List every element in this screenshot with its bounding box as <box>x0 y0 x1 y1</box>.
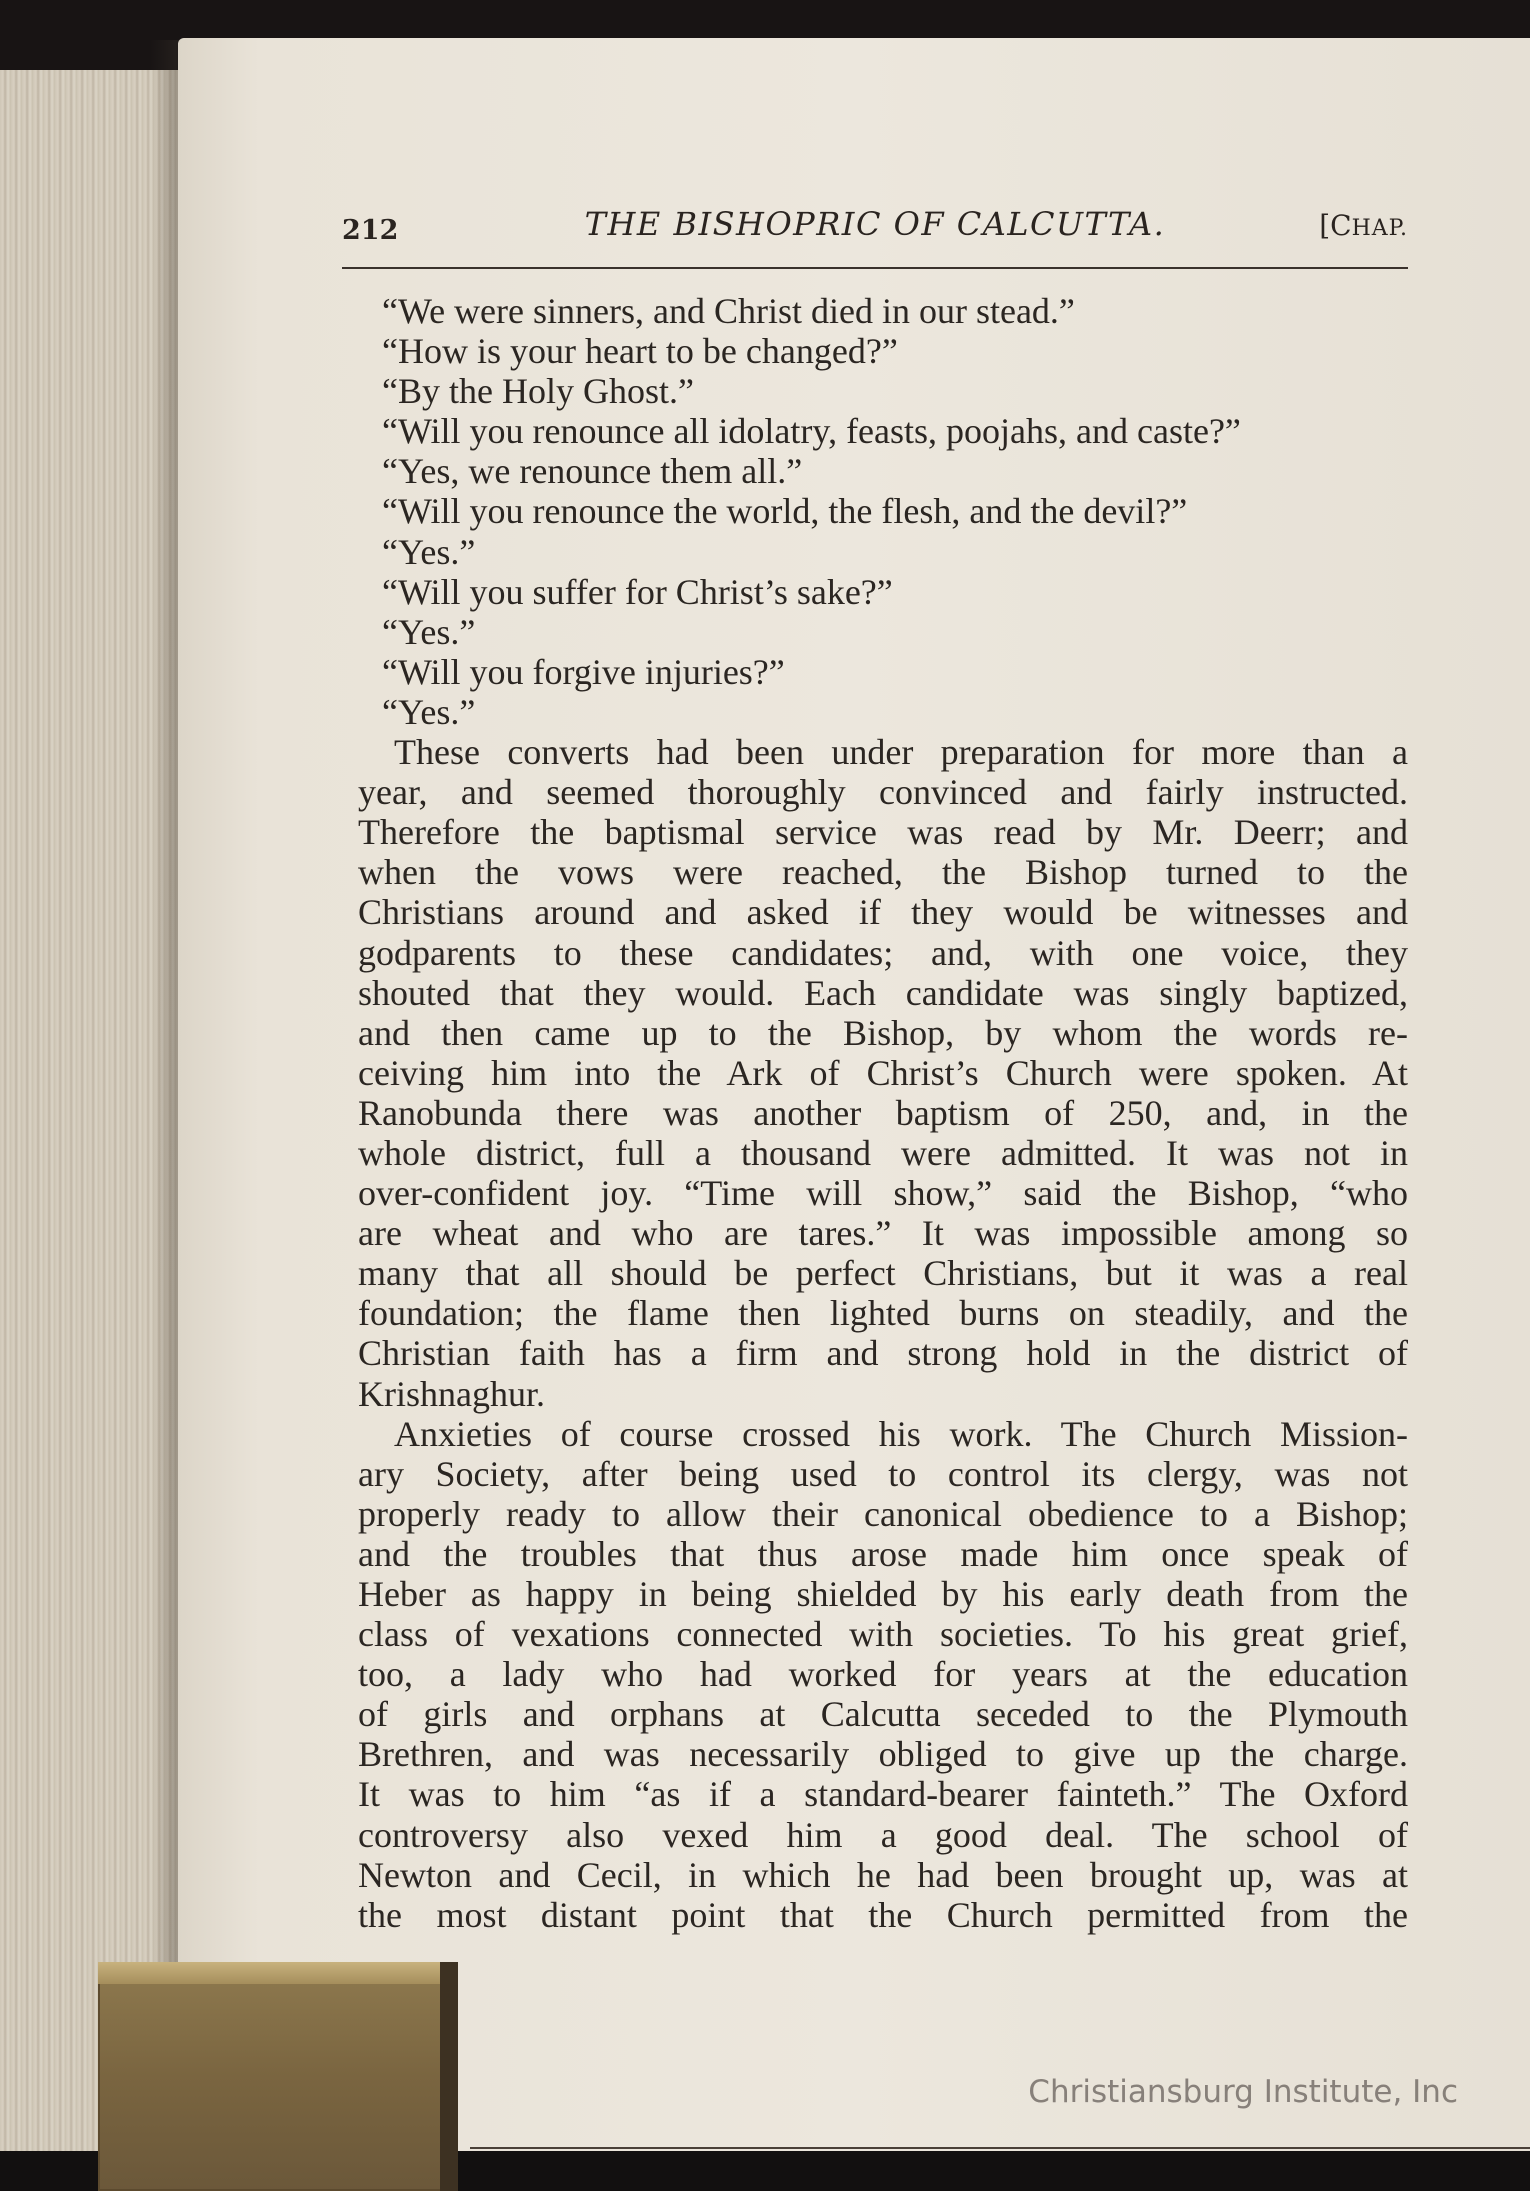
dialogue-line: “Will you forgive injuries?” <box>382 651 785 692</box>
page-header-title: THE BISHOPRIC OF CALCUTTA. <box>584 205 1166 243</box>
text-line: Brethren, and was necessarily obliged to give up the charge. <box>358 1734 1408 1775</box>
text-line: shouted that they would. Each candidate was singly baptized, <box>358 972 1408 1013</box>
bookmark-block <box>98 1962 458 2191</box>
dialogue-line: “Yes, we renounce them all.” <box>382 451 803 492</box>
dialogue-line: “Will you renounce all idolatry, feasts, poojahs, and caste?” <box>382 411 1241 452</box>
text-line: of girls and orphans at Calcutta seceded to the Plymouth <box>358 1694 1408 1735</box>
page-bottom-edge <box>470 2147 1530 2149</box>
running-head <box>342 205 1408 255</box>
dialogue-line: “Yes.” <box>382 691 476 732</box>
text-line: year, and seemed thoroughly convinced and fairly instructed. <box>358 772 1408 813</box>
dialogue-line: “How is your heart to be changed?” <box>382 331 898 372</box>
dialogue-line: “By the Holy Ghost.” <box>382 371 694 412</box>
text-line: many that all should be perfect Christians, but it was a real <box>358 1253 1408 1294</box>
text-line: foundation; the flame then lighted burns on steadily, and the <box>358 1293 1408 1334</box>
page-number: 212 <box>342 215 399 246</box>
text-line: over-confident joy. “Time will show,” said the Bishop, “who <box>358 1173 1408 1214</box>
text-line: It was to him “as if a standard-bearer fainteth.” The Oxford <box>358 1774 1408 1815</box>
header-rule <box>342 267 1408 269</box>
text-line: Therefore the baptismal service was read by Mr. Deerr; and <box>358 812 1408 853</box>
text-line: Christians around and asked if they would be witnesses and <box>358 892 1408 933</box>
text-line: Krishnaghur. <box>358 1373 545 1414</box>
text-line: when the vows were reached, the Bishop turned to the <box>358 852 1408 893</box>
text-line: class of vexations connected with societies. To his great grief, <box>358 1614 1408 1655</box>
dialogue-line: “Will you suffer for Christ’s sake?” <box>382 571 893 612</box>
text-line: ceiving him into the Ark of Christ’s Church were spoken. At <box>358 1052 1408 1093</box>
paragraph-anxieties <box>358 1414 1408 1935</box>
text-line: godparents to these candidates; and, with one voice, they <box>358 932 1408 973</box>
text-line: Newton and Cecil, in which he had been brought up, was at <box>358 1854 1408 1895</box>
dialogue-line: “Yes.” <box>382 531 476 572</box>
text-line: These converts had been under preparation for more than a <box>394 732 1408 773</box>
text-line: properly ready to allow their canonical obedience to a Bishop; <box>358 1493 1408 1534</box>
text-line: whole district, full a thousand were admitted. It was not in <box>358 1132 1408 1173</box>
body-text <box>358 291 1408 1935</box>
bookmark-edge <box>440 1962 458 2191</box>
dialogue-line: “Will you renounce the world, the flesh, and the devil?” <box>382 491 1188 532</box>
text-line: Heber as happy in being shielded by his early death from the <box>358 1574 1408 1614</box>
text-line: Ranobunda there was another baptism of 250, and, in the <box>358 1092 1408 1133</box>
text-line: too, a lady who had worked for years at the education <box>358 1654 1408 1695</box>
text-line: the most distant point that the Church permitted from the <box>358 1894 1408 1935</box>
text-line: Anxieties of course crossed his work. The Church Mission- <box>394 1413 1408 1454</box>
text-line: Christian faith has a firm and strong hold in the district of <box>358 1333 1408 1374</box>
watermark: Christiansburg Institute, Inc <box>1028 2074 1458 2110</box>
dialogue-line: “Yes.” <box>382 611 476 652</box>
chapter-label: [CHAP. <box>1319 209 1408 242</box>
dialogue-line: “We were sinners, and Christ died in our stead.” <box>382 291 1075 331</box>
text-line: and then came up to the Bishop, by whom the words re- <box>358 1012 1408 1053</box>
text-line: controversy also vexed him a good deal. The school of <box>358 1814 1408 1855</box>
catechism-dialogue <box>358 291 1408 732</box>
text-line: and the troubles that thus arose made him once speak of <box>358 1533 1408 1574</box>
text-line: ary Society, after being used to control its clergy, was not <box>358 1453 1408 1494</box>
paragraph-baptism <box>358 732 1408 1414</box>
text-line: are wheat and who are tares.” It was impossible among so <box>358 1213 1408 1254</box>
